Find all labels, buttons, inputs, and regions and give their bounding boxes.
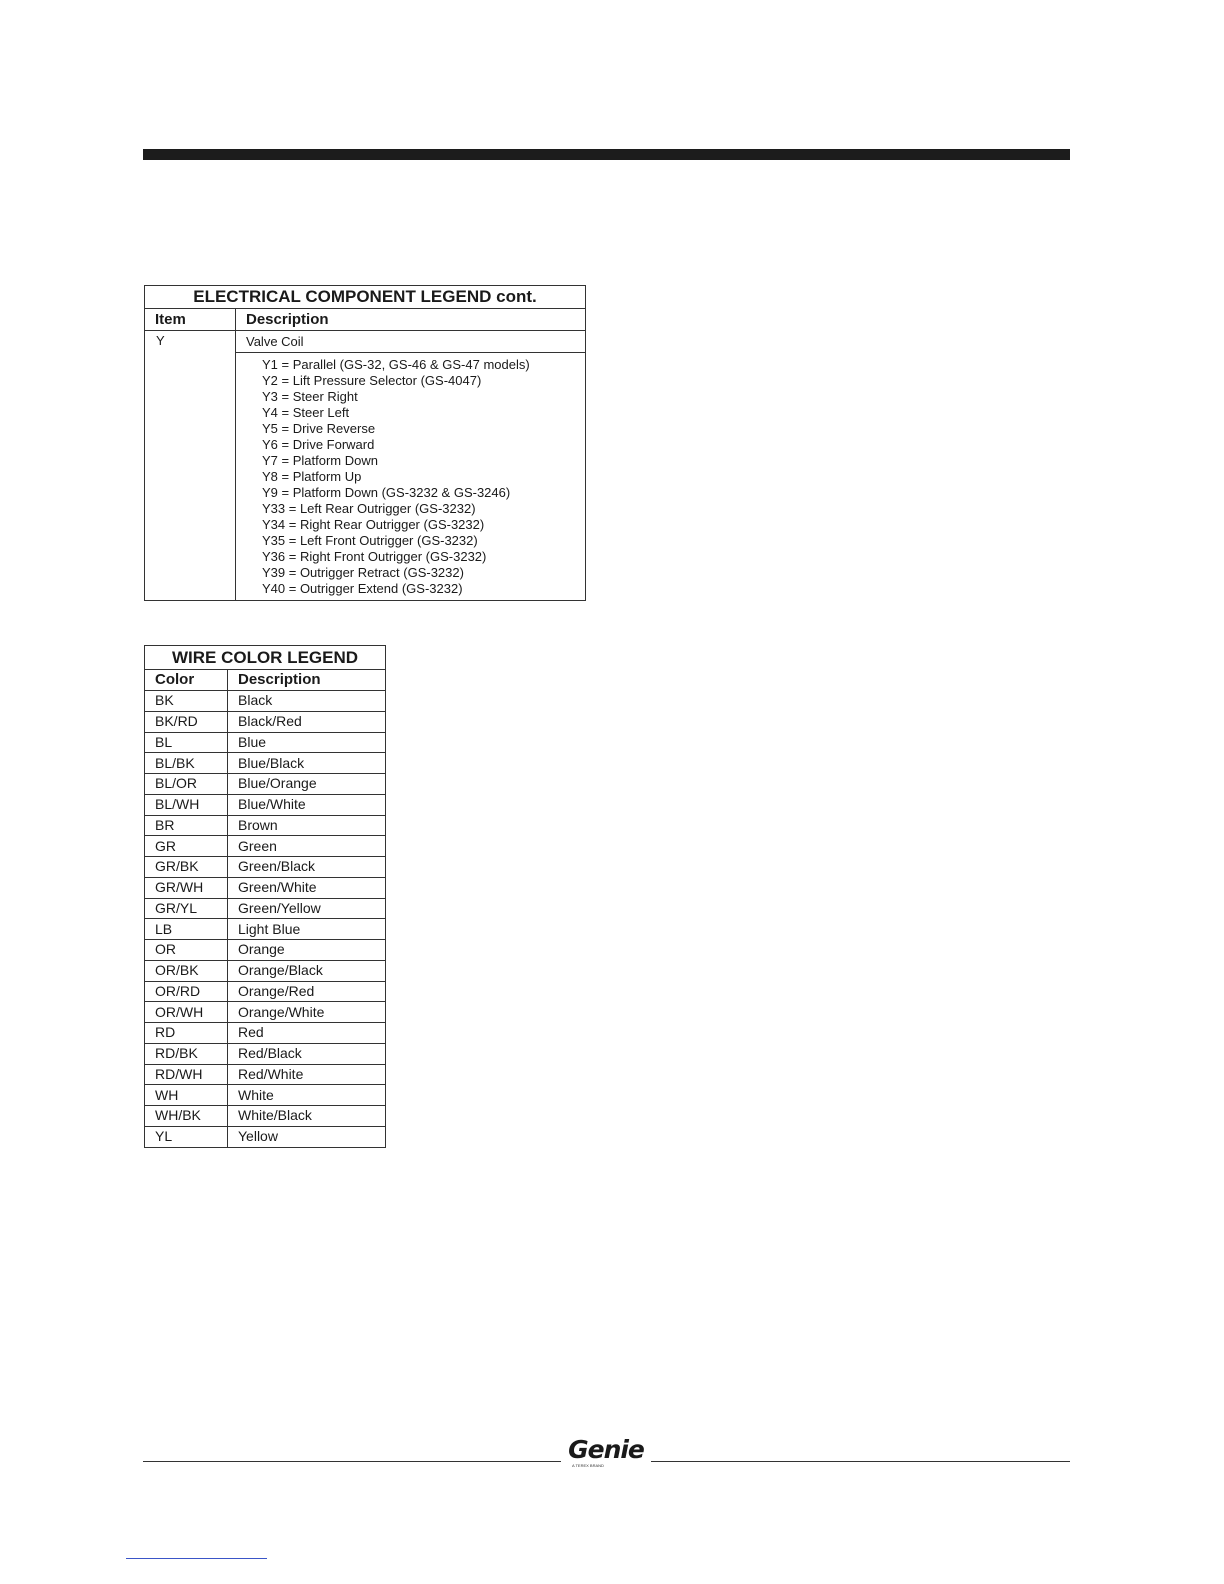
wire-description: White/Black [228, 1106, 386, 1127]
wire-code: WH/BK [145, 1106, 228, 1127]
header-rule [143, 149, 1070, 160]
coil-entry: Y1 = Parallel (GS-32, GS-46 & GS-47 models) [262, 357, 530, 372]
table-row [145, 815, 386, 836]
wire-code: GR/YL [145, 898, 228, 919]
wire-description: White [228, 1085, 386, 1106]
wire-description: Blue/Black [228, 753, 386, 774]
valve-coil-list [236, 353, 586, 601]
wire-code: BL/OR [145, 774, 228, 795]
wire-code: YL [145, 1126, 228, 1147]
wire-description: Yellow [228, 1126, 386, 1147]
electrical-legend-title: ELECTRICAL COMPONENT LEGEND cont. [145, 286, 586, 309]
wire-description: Blue [228, 732, 386, 753]
table-row [145, 794, 386, 815]
table-row [145, 877, 386, 898]
table-row [145, 1043, 386, 1064]
wire-description: Orange/Black [228, 960, 386, 981]
wire-code: BR [145, 815, 228, 836]
column-header-color: Color [145, 670, 228, 691]
item-code: Y [145, 331, 236, 601]
coil-entry: Y6 = Drive Forward [262, 437, 375, 452]
wire-code: BL/WH [145, 794, 228, 815]
wire-code: BL/BK [145, 753, 228, 774]
table-row [145, 732, 386, 753]
table-row [145, 1085, 386, 1106]
wire-description: Red [228, 1023, 386, 1044]
wire-description: Blue/White [228, 794, 386, 815]
wire-description: Orange [228, 940, 386, 961]
genie-logo [566, 1437, 646, 1468]
wire-description: Green [228, 836, 386, 857]
wire-color-legend [144, 645, 386, 1148]
table-row [145, 774, 386, 795]
coil-entry: Y40 = Outrigger Extend (GS-3232) [262, 581, 463, 596]
coil-entry: Y3 = Steer Right [262, 389, 358, 404]
wire-code: LB [145, 919, 228, 940]
coil-entry: Y9 = Platform Down (GS-3232 & GS-3246) [262, 485, 511, 500]
wire-code: OR [145, 940, 228, 961]
coil-entry: Y36 = Right Front Outrigger (GS-3232) [262, 549, 487, 564]
wire-description: Green/Black [228, 857, 386, 878]
wire-code: WH [145, 1085, 228, 1106]
table-row [145, 1023, 386, 1044]
wire-code: GR [145, 836, 228, 857]
logo-tagline: A TEREX BRAND [572, 1463, 604, 1468]
wire-description: Light Blue [228, 919, 386, 940]
item-label: Valve Coil [236, 331, 586, 353]
wire-legend-title: WIRE COLOR LEGEND [145, 646, 386, 670]
table-row [145, 691, 386, 712]
coil-entry: Y35 = Left Front Outrigger (GS-3232) [262, 533, 478, 548]
wire-code: OR/WH [145, 1002, 228, 1023]
wire-description: Orange/White [228, 1002, 386, 1023]
table-row [145, 1126, 386, 1147]
coil-entry: Y33 = Left Rear Outrigger (GS-3232) [262, 501, 476, 516]
table-row [145, 857, 386, 878]
wire-description: Green/White [228, 877, 386, 898]
wire-description: Brown [228, 815, 386, 836]
footer-rule-right [651, 1461, 1070, 1462]
wire-description: Orange/Red [228, 981, 386, 1002]
table-row [145, 1106, 386, 1127]
table-row [145, 836, 386, 857]
column-header-description: Description [228, 670, 386, 691]
coil-entry: Y4 = Steer Left [262, 405, 350, 420]
coil-entry: Y7 = Platform Down [262, 453, 378, 468]
column-header-description: Description [236, 309, 586, 331]
wire-description: Blue/Orange [228, 774, 386, 795]
wire-code: BL [145, 732, 228, 753]
coil-entry: Y39 = Outrigger Retract (GS-3232) [262, 565, 464, 580]
wire-code: BK/RD [145, 711, 228, 732]
wire-code: OR/BK [145, 960, 228, 981]
table-row [145, 1064, 386, 1085]
wire-description: Red/Black [228, 1043, 386, 1064]
column-header-item: Item [145, 309, 236, 331]
wire-description: Black/Red [228, 711, 386, 732]
wire-description: Green/Yellow [228, 898, 386, 919]
logo-wordmark: Genie [568, 1435, 644, 1464]
link-underline[interactable] [126, 1558, 267, 1559]
wire-code: BK [145, 691, 228, 712]
table-row [145, 960, 386, 981]
electrical-component-legend [144, 285, 586, 601]
coil-entry: Y2 = Lift Pressure Selector (GS-4047) [262, 373, 482, 388]
table-row [145, 919, 386, 940]
wire-code: OR/RD [145, 981, 228, 1002]
footer-rule-left [143, 1461, 561, 1462]
coil-entry: Y5 = Drive Reverse [262, 421, 376, 436]
wire-code: GR/WH [145, 877, 228, 898]
table-row [145, 940, 386, 961]
table-row [145, 1002, 386, 1023]
table-row [145, 898, 386, 919]
coil-entry: Y8 = Platform Up [262, 469, 362, 484]
table-row [145, 981, 386, 1002]
table-row [145, 753, 386, 774]
wire-code: RD/WH [145, 1064, 228, 1085]
table-row [145, 711, 386, 732]
wire-code: GR/BK [145, 857, 228, 878]
wire-code: RD [145, 1023, 228, 1044]
coil-entry: Y34 = Right Rear Outrigger (GS-3232) [262, 517, 485, 532]
wire-description: Black [228, 691, 386, 712]
wire-code: RD/BK [145, 1043, 228, 1064]
wire-description: Red/White [228, 1064, 386, 1085]
